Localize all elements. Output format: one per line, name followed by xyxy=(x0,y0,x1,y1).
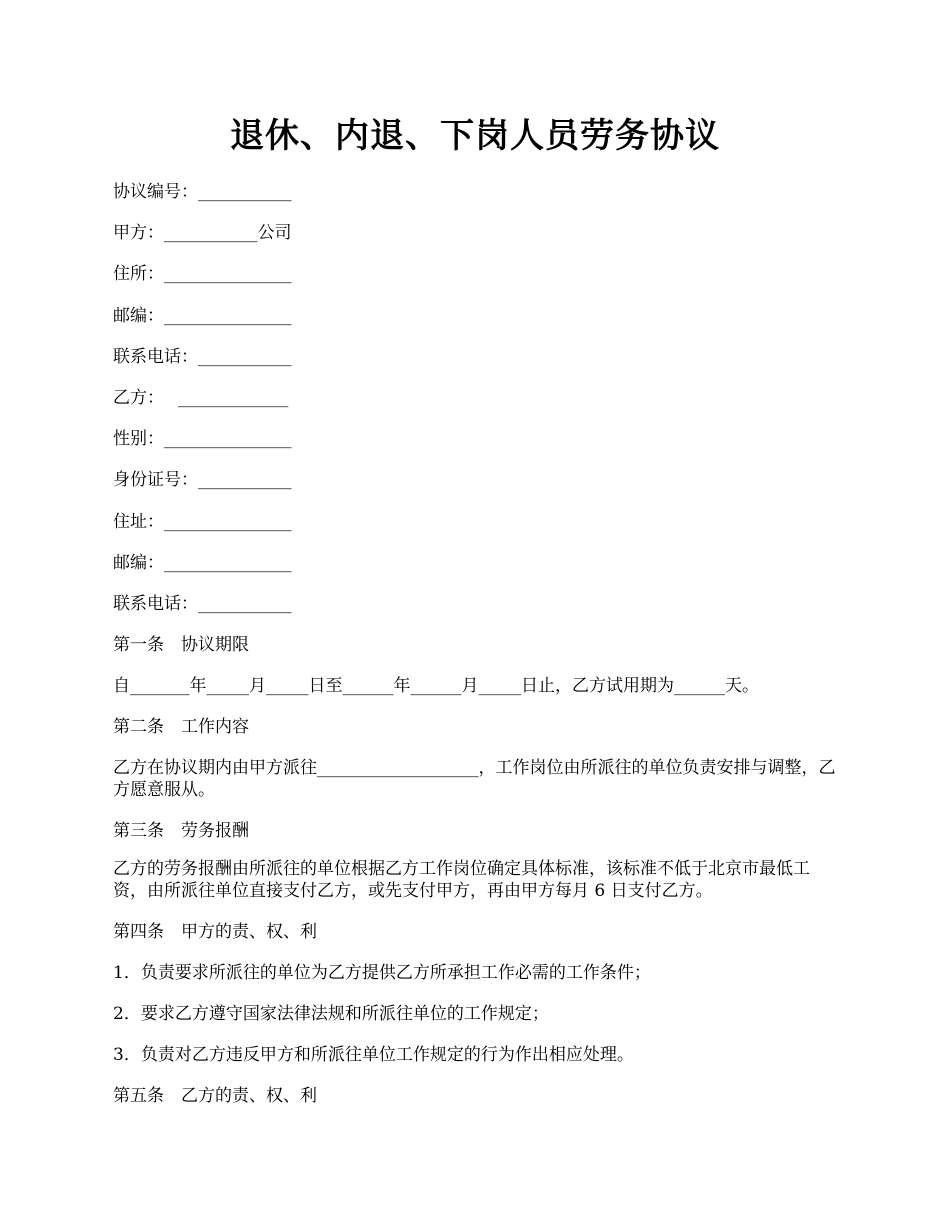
section-2-body: 乙方在协议期内由甲方派往___________________，工作岗位由所派往的单位负责安排与调整，乙方愿意服从。 xyxy=(113,758,836,800)
section-3-body: 乙方的劳务报酬由所派往的单位根据乙方工作岗位确定具体标准，该标准不低于北京市最低工资，由所派往单位直接支付乙方，或先支付甲方，再由甲方每月 6 日支付乙方。 xyxy=(113,859,810,901)
section-1-body: 自_______年_____月_____日至______年______月_____日止，乙方试用期为______天。 xyxy=(113,676,759,696)
section-2-heading: 第二条 工作内容 xyxy=(113,717,249,737)
field-party-a-postcode: 邮编：_______________ xyxy=(113,306,292,326)
document-title: 退休、内退、下岗人员劳务协议 xyxy=(230,116,720,156)
field-party-b-gender: 性别：_______________ xyxy=(113,429,292,449)
field-party-a-phone: 联系电话：___________ xyxy=(113,347,292,367)
field-party-a: 甲方：___________公司 xyxy=(113,223,292,243)
section-4-item-2: 2．要求乙方遵守国家法律法规和所派往单位的工作规定； xyxy=(113,1004,549,1024)
section-1-heading: 第一条 协议期限 xyxy=(113,635,249,655)
field-party-b-id-number: 身份证号：___________ xyxy=(113,470,292,490)
field-party-a-address: 住所：_______________ xyxy=(113,264,292,284)
section-3-heading: 第三条 劳务报酬 xyxy=(113,821,249,841)
field-party-b-phone: 联系电话：___________ xyxy=(113,594,292,614)
field-party-b: 乙方： _____________ xyxy=(113,388,289,408)
field-party-b-address: 住址：_______________ xyxy=(113,512,292,532)
section-5-heading: 第五条 乙方的责、权、利 xyxy=(113,1086,317,1106)
section-4-item-3: 3．负责对乙方违反甲方和所派往单位工作规定的行为作出相应处理。 xyxy=(113,1045,634,1065)
section-4-item-1: 1．负责要求所派往的单位为乙方提供乙方所承担工作必需的工作条件； xyxy=(113,963,651,983)
section-4-heading: 第四条 甲方的责、权、利 xyxy=(113,922,317,942)
field-agreement-number: 协议编号：___________ xyxy=(113,182,292,202)
field-party-b-postcode: 邮编：_______________ xyxy=(113,553,292,573)
